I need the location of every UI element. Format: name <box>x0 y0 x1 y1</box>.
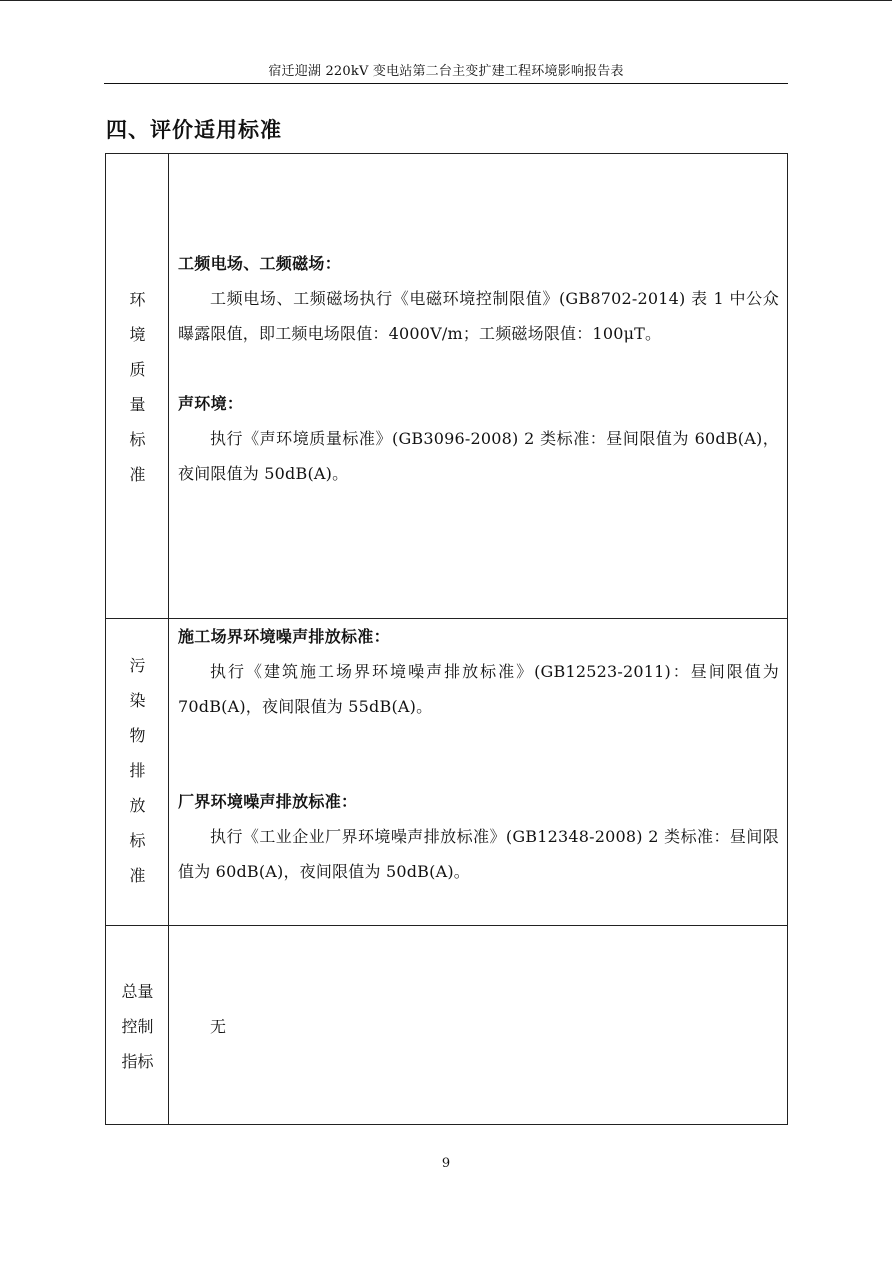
row-label-cell <box>106 154 169 618</box>
label-char: 标 <box>129 430 146 449</box>
header-rule <box>104 83 788 84</box>
label-char: 标 <box>129 831 146 850</box>
label-char: 量 <box>129 395 146 414</box>
label-char: 控制 <box>121 1017 154 1036</box>
table-row-total-control <box>106 925 787 1125</box>
row-content-cell <box>169 926 787 1125</box>
acoustic-environment-block <box>178 386 779 491</box>
label-char: 指标 <box>121 1052 154 1071</box>
row-label-cell <box>106 619 169 925</box>
page-number: 9 <box>441 1156 451 1171</box>
construction-boundary-noise-block <box>178 619 779 724</box>
row-content-cell <box>169 154 787 618</box>
row-label-cell <box>106 926 169 1125</box>
acoustic-environment-text: 执行《声环境质量标准》(GB3096-2008) 2 类标准：昼间限值为 60dB(A)，夜间限值为 50dB(A)。 <box>178 429 779 483</box>
power-frequency-field-text: 工频电场、工频磁场执行《电磁环境控制限值》(GB8702-2014) 表 1 中公众曝露限值，即工频电场限值：4000V/m；工频磁场限值：100μT。 <box>178 289 779 343</box>
label-char: 污 <box>129 656 146 675</box>
label-char: 准 <box>129 465 146 484</box>
power-frequency-field-heading: 工频电场、工频磁场： <box>178 254 342 273</box>
page-top-rule <box>0 0 892 1</box>
plant-boundary-noise-heading: 厂界环境噪声排放标准： <box>178 792 358 811</box>
label-char: 排 <box>129 761 146 780</box>
total-control-block <box>178 1009 779 1044</box>
total-control-value: 无 <box>210 1017 227 1036</box>
standards-table <box>105 153 788 1125</box>
label-char: 境 <box>129 325 146 344</box>
label-char: 物 <box>129 726 146 745</box>
label-char: 环 <box>129 290 146 309</box>
running-header: 宿迁迎湖 220kV 变电站第二台主变扩建工程环境影响报告表 <box>268 64 624 79</box>
table-row-environmental-quality <box>106 154 787 618</box>
plant-boundary-noise-block <box>178 784 779 889</box>
power-frequency-field-block <box>178 246 779 351</box>
construction-boundary-noise-heading: 施工场界环境噪声排放标准： <box>178 627 390 646</box>
acoustic-environment-heading: 声环境： <box>178 394 244 413</box>
table-row-pollutant-discharge <box>106 618 787 925</box>
label-char: 总量 <box>121 982 154 1001</box>
row-label-environmental-quality <box>106 282 169 492</box>
label-char: 准 <box>129 866 146 885</box>
construction-boundary-noise-text: 执行《建筑施工场界环境噪声排放标准》(GB12523-2011)：昼间限值为 70dB(A)，夜间限值为 55dB(A)。 <box>178 662 779 716</box>
row-label-total-control <box>106 974 169 1079</box>
section-title: 四、评价适用标准 <box>106 118 282 142</box>
label-char: 放 <box>129 796 146 815</box>
plant-boundary-noise-text: 执行《工业企业厂界环境噪声排放标准》(GB12348-2008) 2 类标准：昼间限值为 60dB(A)，夜间限值为 50dB(A)。 <box>178 827 779 881</box>
row-content-cell <box>169 619 787 925</box>
row-label-pollutant-discharge <box>106 648 169 893</box>
label-char: 质 <box>129 360 146 379</box>
label-char: 染 <box>129 691 146 710</box>
